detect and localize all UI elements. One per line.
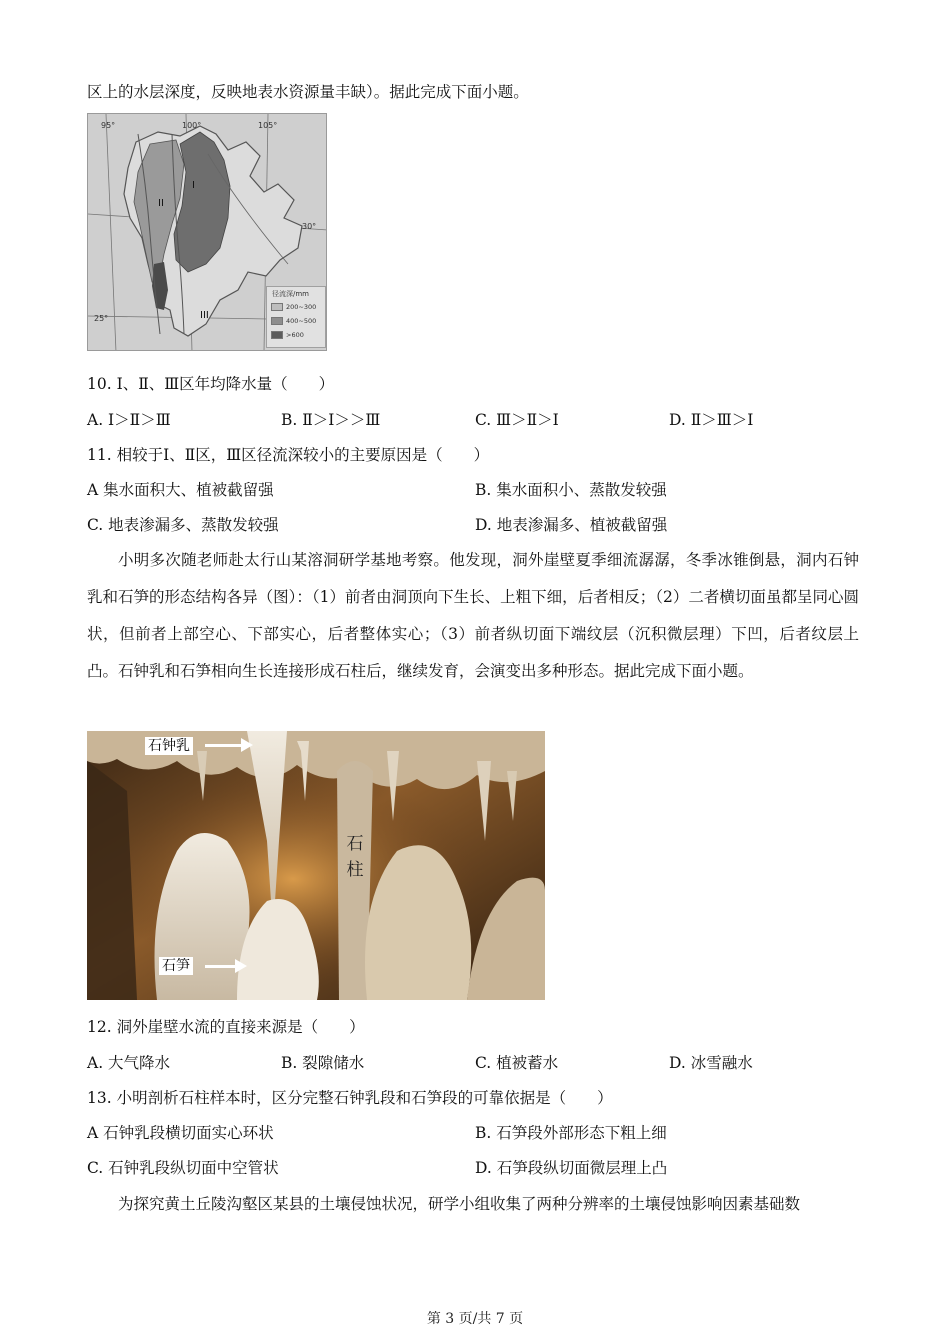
pillar-label: 石柱 xyxy=(346,834,364,880)
q12-option-a[interactable]: A. 大气降水 xyxy=(87,1054,171,1072)
region-label-i: I xyxy=(192,180,195,191)
q12-option-c[interactable]: C. 植被蓄水 xyxy=(475,1054,559,1072)
soil-passage-start: 为探究黄土丘陵沟壑区某县的土壤侵蚀状况，研学小组收集了两种分辨率的土壤侵蚀影响因素基础数 xyxy=(118,1195,801,1213)
legend-title: 径流深/mm xyxy=(272,290,309,298)
q11-option-b[interactable]: B. 集水面积小、蒸散发较强 xyxy=(475,481,667,499)
stalagmite-label: 石笋 xyxy=(159,957,193,975)
lon-label-100: 100° xyxy=(182,121,202,130)
region-label-iii: III xyxy=(200,310,209,321)
q12-stem: 12. 洞外崖壁水流的直接来源是（ ） xyxy=(87,1018,365,1036)
cave-photo xyxy=(87,731,545,1000)
cave-graphic xyxy=(87,731,545,1000)
legend-item-1: 200~300 xyxy=(271,303,316,311)
q13-option-a[interactable]: A 石钟乳段横切面实心环状 xyxy=(87,1124,274,1142)
q10-option-c[interactable]: C. Ⅲ＞Ⅱ＞Ⅰ xyxy=(475,411,559,429)
lat-label-25: 25° xyxy=(94,314,109,323)
q11-option-c[interactable]: C. 地表渗漏多、蒸散发较强 xyxy=(87,516,279,534)
q13-stem: 13. 小明剖析石柱样本时，区分完整石钟乳段和石笋段的可靠依据是（ ） xyxy=(87,1089,613,1107)
q10-option-b[interactable]: B. Ⅱ＞Ⅰ＞＞Ⅲ xyxy=(281,411,381,429)
lon-label-105: 105° xyxy=(258,121,278,130)
region-label-ii: II xyxy=(158,198,164,209)
intro-tail-text: 区上的水层深度，反映地表水资源量丰缺）。据此完成下面小题。 xyxy=(87,83,529,101)
cave-passage: 小明多次随老师赴太行山某溶洞研学基地考察。他发现，洞外崖壁夏季细流潺潺，冬季冰锥倒悬，洞内石钟乳和石笋的形态结构各异（图）：（1）前者由洞顶向下生长、上粗下细，后者相反；（2）二者横切面虽都呈同心圆状，但前者上部空心、下部实心，后者整体实心；（3）前者纵切面下端纹层（沉积微层理）下凹，后者纹层上凸。石钟乳和石笋相向生长连接形成石柱后，继续发育，会演变出多种形态。据此完成下面小题。 xyxy=(87,551,859,680)
q12-option-b[interactable]: B. 裂隙储水 xyxy=(281,1054,365,1072)
lon-label-95: 95° xyxy=(101,121,116,130)
q10-stem: 10. Ⅰ、Ⅱ、Ⅲ区年均降水量（ ） xyxy=(87,375,335,393)
q11-option-a[interactable]: A 集水面积大、植被截留强 xyxy=(87,481,274,499)
stalagmite-arrow-icon xyxy=(205,965,237,968)
stalactite-label: 石钟乳 xyxy=(145,737,193,755)
q13-option-c[interactable]: C. 石钟乳段纵切面中空管状 xyxy=(87,1159,279,1177)
runoff-depth-map xyxy=(87,113,327,351)
q13-option-b[interactable]: B. 石笋段外部形态下粗上细 xyxy=(475,1124,667,1142)
legend-item-3: >600 xyxy=(271,331,304,339)
stalactite-arrow-icon xyxy=(205,744,243,747)
q11-stem: 11. 相较于Ⅰ、Ⅱ区，Ⅲ区径流深较小的主要原因是（ ） xyxy=(87,446,490,464)
q13-option-d[interactable]: D. 石笋段纵切面微层理上凸 xyxy=(475,1159,668,1177)
q10-option-d[interactable]: D. Ⅱ＞Ⅲ＞Ⅰ xyxy=(669,411,754,429)
page-footer: 第 3 页/共 7 页 xyxy=(426,1311,524,1327)
q10-option-a[interactable]: A. Ⅰ＞Ⅱ＞Ⅲ xyxy=(87,411,171,429)
q11-option-d[interactable]: D. 地表渗漏多、植被截留强 xyxy=(475,516,668,534)
legend-item-2: 400~500 xyxy=(271,317,316,325)
q12-option-d[interactable]: D. 冰雪融水 xyxy=(669,1054,753,1072)
map-legend xyxy=(266,286,326,348)
lat-label-30: 30° xyxy=(302,222,317,231)
